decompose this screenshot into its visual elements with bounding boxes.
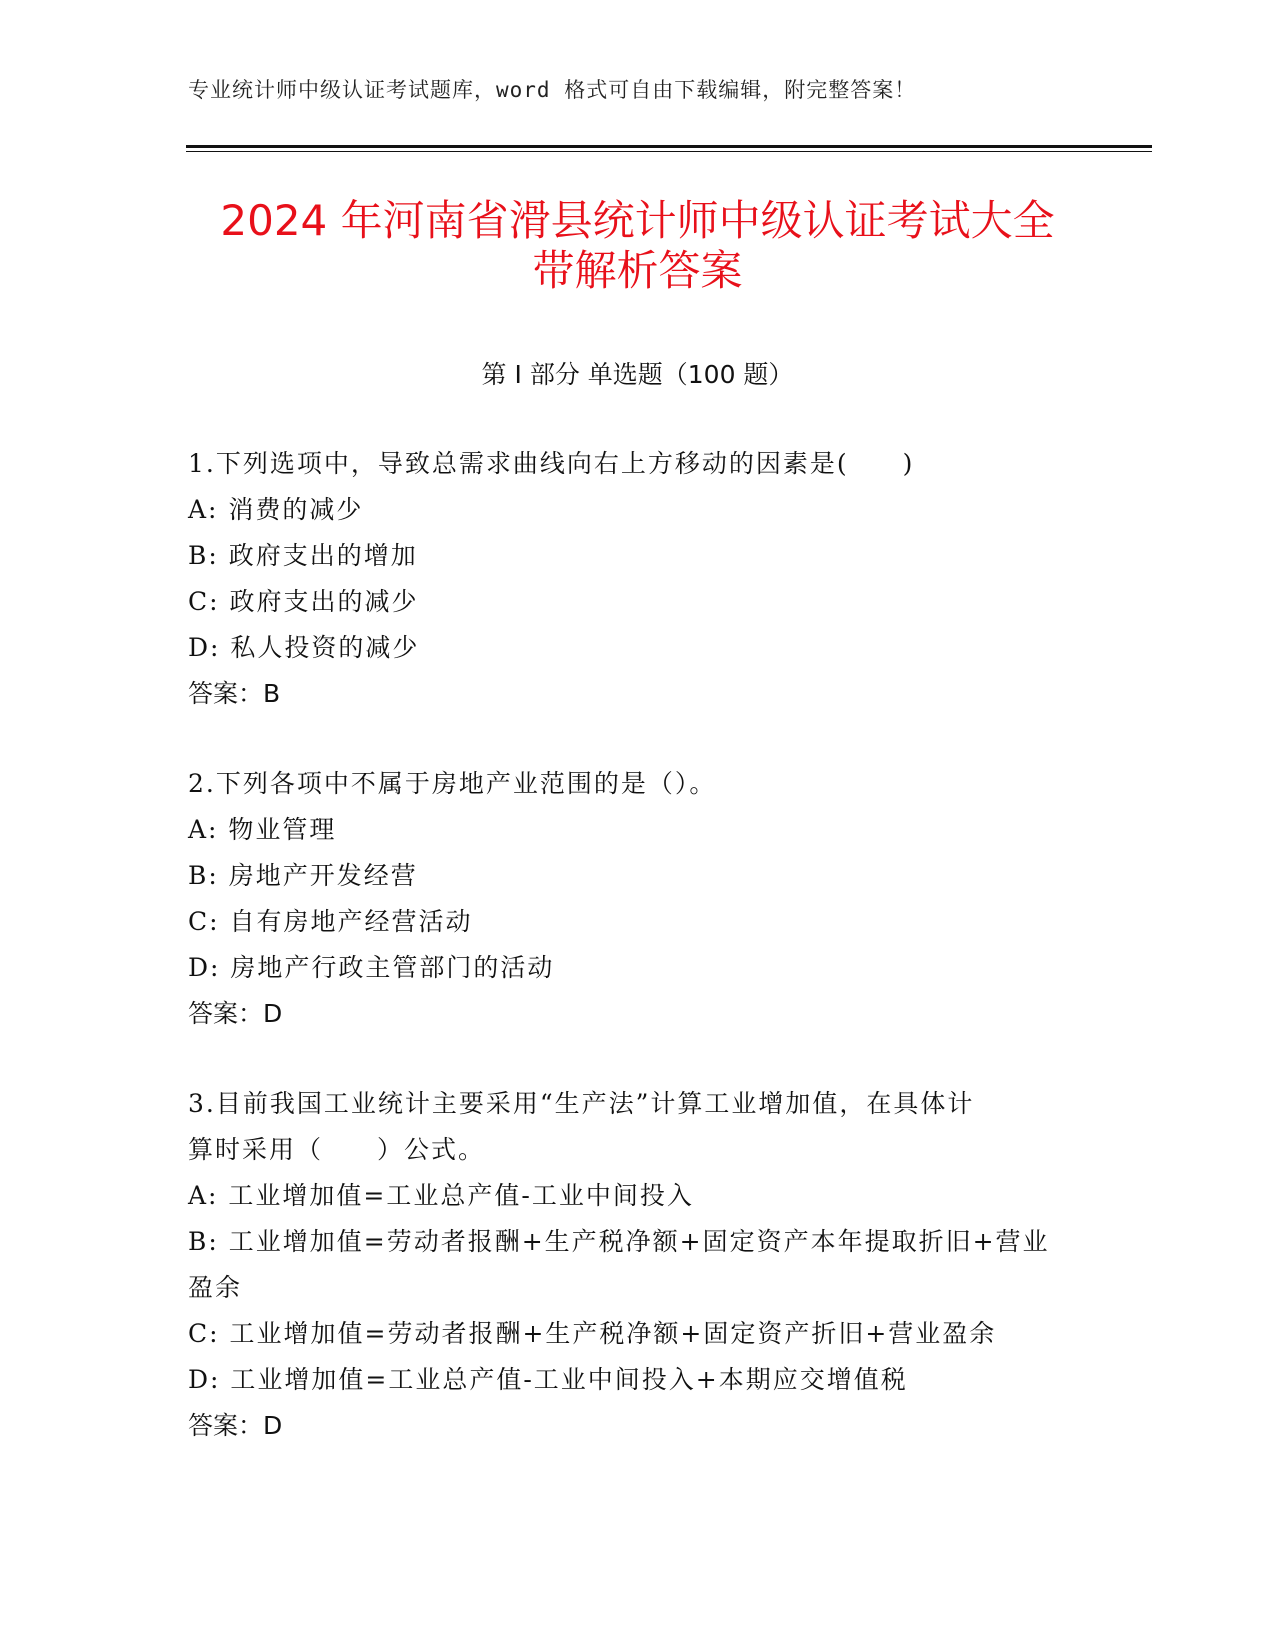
option-b: B: 政府支出的增加 — [188, 541, 418, 570]
option-b: B: 房地产开发经营 — [188, 861, 418, 890]
question-1 — [188, 441, 1068, 717]
question-stem-line-1: 3.目前我国工业统计主要采用“生产法”计算工业增加值，在具体计 — [188, 1089, 975, 1118]
option-a: A: 消费的减少 — [188, 495, 364, 524]
question-3 — [188, 1081, 1068, 1449]
document-title-line-2: 带解析答案 — [532, 246, 743, 295]
option-c: C: 工业增加值=劳动者报酬+生产税净额+固定资产折旧+营业盈余 — [188, 1319, 997, 1348]
option-a: A: 物业管理 — [188, 815, 337, 844]
option-b-continued: 盈余 — [188, 1273, 243, 1302]
option-d: D: 私人投资的减少 — [188, 633, 420, 662]
document-title — [160, 196, 1115, 296]
header-rule-thin — [186, 151, 1152, 152]
option-d: D: 房地产行政主管部门的活动 — [188, 953, 555, 982]
answer: 答案：B — [188, 679, 281, 708]
header-note: 专业统计师中级认证考试题库，word 格式可自由下载编辑，附完整答案！ — [188, 78, 917, 102]
header-rule-thick — [186, 145, 1152, 148]
answer: 答案：D — [188, 999, 283, 1028]
answer: 答案：D — [188, 1411, 283, 1440]
question-stem-line-2: 算时采用（ ）公式。 — [188, 1135, 486, 1164]
question-stem: 2.下列各项中不属于房地产业范围的是（）。 — [188, 769, 717, 798]
option-c: C: 政府支出的减少 — [188, 587, 419, 616]
question-2 — [188, 761, 1068, 1037]
document-title-line-1: 2024 年河南省滑县统计师中级认证考试大全 — [220, 196, 1055, 245]
option-a: A: 工业增加值=工业总产值-工业中间投入 — [188, 1181, 694, 1210]
section-title: 第 I 部分 单选题（100 题） — [481, 360, 794, 389]
option-b: B: 工业增加值=劳动者报酬+生产税净额+固定资产本年提取折旧+营业 — [188, 1227, 1050, 1256]
option-d: D: 工业增加值=工业总产值-工业中间投入+本期应交增值税 — [188, 1365, 908, 1394]
question-stem: 1.下列选项中，导致总需求曲线向右上方移动的因素是( ) — [188, 449, 915, 478]
option-c: C: 自有房地产经营活动 — [188, 907, 473, 936]
